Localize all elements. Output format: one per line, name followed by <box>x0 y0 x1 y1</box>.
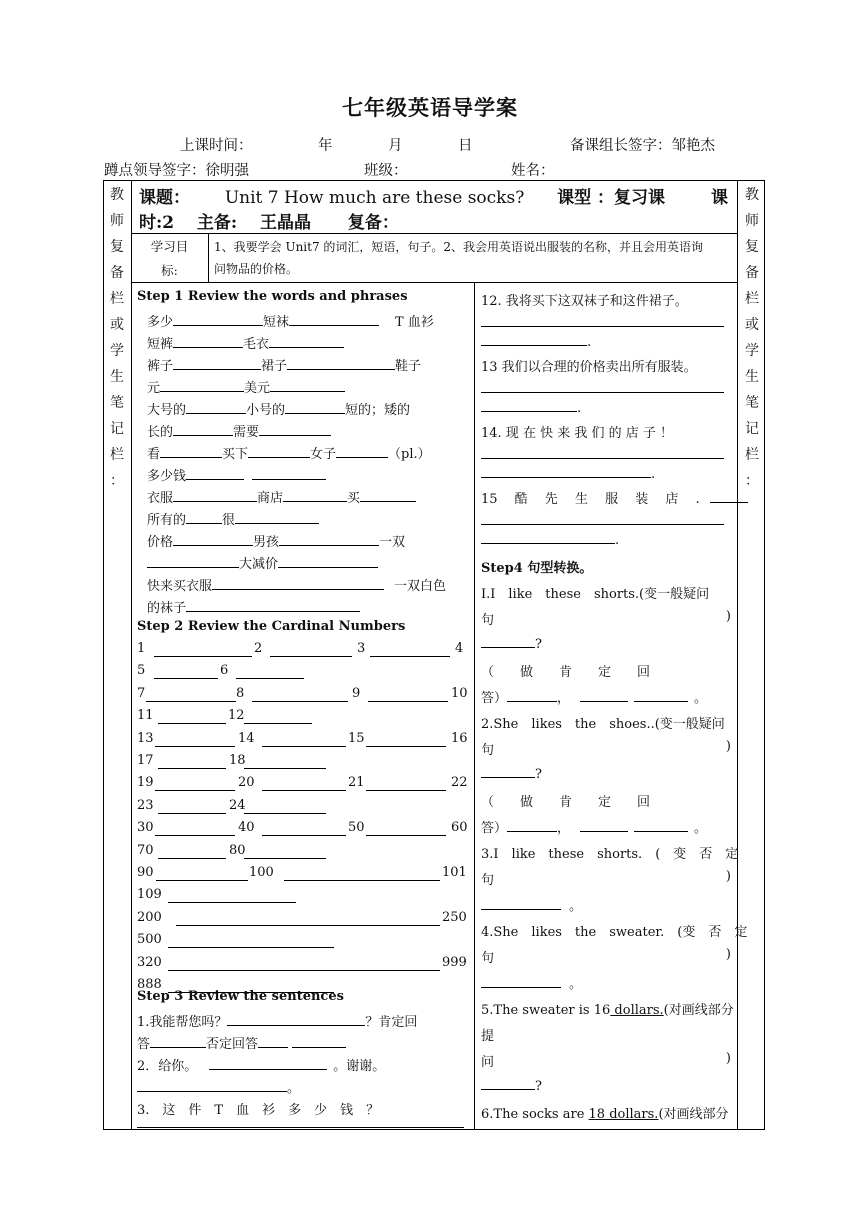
number-label: 4 <box>455 641 464 656</box>
answer-line <box>252 701 348 702</box>
left-side-label <box>103 182 131 494</box>
class-field-label: 班级： <box>364 163 408 179</box>
comma: ， <box>557 821 571 836</box>
objectives-line: 问物品的价格。 <box>214 262 299 276</box>
number-label: 11 <box>137 708 154 724</box>
answer-line <box>366 835 446 836</box>
divider <box>131 233 737 234</box>
side-label-char: 或 <box>110 317 124 333</box>
vocab-line: 裤子 裙子 鞋子 <box>147 359 422 374</box>
number-label: 7 <box>137 685 146 701</box>
question-2: 2.She likes the shoes..(变一般疑问 <box>481 717 725 732</box>
vocab-line: 多少 短袜 T 血衫 <box>147 315 434 330</box>
sentence-14: 14. 现 在 快 来 我 们 的 店 子 ！ <box>481 426 673 441</box>
period: 。 <box>694 691 708 706</box>
side-label-char: 栏 <box>745 447 759 463</box>
number-label: 1 <box>137 641 146 656</box>
topic-label: 课题： <box>139 188 190 208</box>
number-label: 70 <box>137 842 154 858</box>
answer-prompt: （ 做 肯 定 回 <box>481 795 651 810</box>
paren: ) <box>725 869 731 884</box>
divider <box>131 282 737 283</box>
page-title: 七年级英语导学案 <box>342 95 518 120</box>
vocab-line: 快来买衣服 一双白色 <box>147 579 447 594</box>
sentence-15: 15 酷 先 生 服 装 店 . <box>481 488 748 507</box>
hours-label-a: 课 <box>711 188 728 208</box>
number-label: 8 <box>236 685 245 701</box>
question-1: I.I like these shorts.(变一般疑问 <box>481 587 710 602</box>
question-3: 3.I like these shorts. ( 变 否 定 <box>481 847 739 862</box>
leader-signature: 蹲点领导签字：徐明强 <box>104 163 249 179</box>
answer-line <box>158 858 226 859</box>
side-label-char: 记 <box>110 421 124 437</box>
sentence-2-answer: 。 <box>137 1077 300 1096</box>
answer-line <box>158 768 226 769</box>
answer-line <box>262 835 346 836</box>
question-3-answer <box>481 895 731 914</box>
answer-line <box>370 656 450 657</box>
number-label: 12 <box>228 708 245 724</box>
lead-name: 王晶晶 <box>260 213 312 233</box>
vocab-line: 看 买下 女子 （pl.） <box>147 447 431 462</box>
sentence-1-answer: 答 否定回答 <box>137 1033 346 1052</box>
question-5-answer <box>481 1077 731 1094</box>
number-label: 109 <box>137 887 162 903</box>
side-label-char: ： <box>110 473 124 489</box>
answer-line <box>154 678 218 679</box>
number-label: 101 <box>442 865 467 880</box>
answer-line <box>270 656 352 657</box>
side-label-char: 笔 <box>745 395 759 411</box>
answer-line <box>146 701 236 702</box>
side-label-char: 学 <box>745 343 759 359</box>
question-5: 5.The sweater is 16 dollars.(对画线部分 <box>481 1003 734 1018</box>
side-label-char: 师 <box>110 213 124 229</box>
number-label: 23 <box>137 797 154 813</box>
side-label-char: 复 <box>745 239 759 255</box>
answer-blanks <box>481 817 731 836</box>
question-4-answer <box>481 973 731 992</box>
group-leader-signature: 备课组长签字：邹艳杰 <box>570 138 715 154</box>
number-label: 250 <box>442 909 467 925</box>
side-label-char: 学 <box>110 343 124 359</box>
answer-line <box>168 947 334 948</box>
question-4: 4.She likes the sweater. (变 否 定 <box>481 925 748 940</box>
answer-line <box>156 880 248 881</box>
number-label: 90 <box>137 865 154 880</box>
month-label: 月 <box>388 138 403 154</box>
answer-line <box>284 880 440 881</box>
number-label: 19 <box>137 775 154 791</box>
side-label-char: 备 <box>110 265 124 281</box>
topic: Unit 7 How much are these socks? <box>224 188 525 208</box>
objectives-text <box>214 236 734 280</box>
comma: ， <box>557 691 571 706</box>
answer-end: . <box>481 465 655 482</box>
side-label-char: 记 <box>745 421 759 437</box>
number-label: 2 <box>254 641 263 656</box>
number-label: 5 <box>137 663 146 679</box>
answer-line <box>366 746 446 747</box>
vocab-line: 所有的 很 <box>147 509 319 528</box>
paren: ) <box>725 947 731 962</box>
number-label: 9 <box>352 685 361 701</box>
answer-line <box>481 524 724 525</box>
number-label: 200 <box>137 909 162 925</box>
number-label: 13 <box>137 730 154 746</box>
number-label: 80 <box>229 842 246 858</box>
day-label: 日 <box>458 138 473 154</box>
side-label-char: 复 <box>110 239 124 255</box>
sentence-12: 12. 我将买下这双袜子和这件裙子。 <box>481 294 688 309</box>
number-label: 22 <box>451 775 468 791</box>
answer-line <box>368 701 448 702</box>
step1-heading: Step 1 Review the words and phrases <box>137 289 408 304</box>
answer-end: . <box>481 399 581 416</box>
sentence-1: 1.我能帮您吗？ ？肯定回 <box>137 1015 418 1030</box>
number-label: 21 <box>348 775 365 791</box>
class-time-label: 上课时间： <box>180 138 253 154</box>
answer-line <box>366 790 446 791</box>
number-label: 18 <box>229 753 246 768</box>
vocab-line: 价格 男孩 一双 <box>147 535 406 550</box>
answer-line <box>244 813 326 814</box>
side-label-char: 栏 <box>745 291 759 307</box>
divider <box>131 180 132 1130</box>
period: 。 <box>569 899 583 914</box>
objectives-line: 1、我要学会 Unit7 的词汇，短语，句子。2、我会用英语说出服装的名称，并且会用英语询 <box>214 240 704 254</box>
number-label: 6 <box>220 663 229 679</box>
qmark: ? <box>535 637 542 652</box>
vocab-line: 元 美元 <box>147 377 345 396</box>
side-label-char: 栏 <box>110 447 124 463</box>
question-5-cont: 问 ) <box>481 1051 731 1070</box>
answer-line <box>481 326 724 327</box>
number-label: 999 <box>442 954 467 970</box>
vocab-line: 衣服 商店 买 <box>147 487 416 506</box>
answer-line <box>176 925 440 926</box>
divider <box>474 282 475 1130</box>
answer-prompt: （ 做 肯 定 回 <box>481 665 651 680</box>
answer-line <box>168 902 296 903</box>
paren: ) <box>725 609 731 624</box>
lead-label: 主备: <box>196 213 238 233</box>
side-label-char: 或 <box>745 317 759 333</box>
number-label: 15 <box>348 730 365 746</box>
objectives-label <box>131 235 208 283</box>
number-label: 30 <box>137 820 154 836</box>
answer-line <box>244 723 312 724</box>
step3-heading: Step 3 Review the sentences <box>137 989 344 1004</box>
question-5-cont: 提 <box>481 1029 495 1044</box>
question-2-answer <box>481 765 731 782</box>
year-label: 年 <box>318 138 333 154</box>
answer-line <box>481 392 724 393</box>
answer-line <box>244 768 326 769</box>
question-6: 6.The socks are 18 dollars.(对画线部分 <box>481 1107 729 1122</box>
side-label-char: 笔 <box>110 395 124 411</box>
name-field-label: 姓名： <box>511 163 555 179</box>
number-label: 888 <box>137 977 162 992</box>
number-label: 24 <box>229 797 246 813</box>
period: 。 <box>694 821 708 836</box>
side-label-char: 栏 <box>110 291 124 307</box>
answer-label: 答） <box>481 691 508 706</box>
side-label-char: 教 <box>745 187 759 203</box>
answer-line <box>481 458 724 459</box>
answer-end: . <box>481 333 591 350</box>
qmark: ? <box>535 767 542 782</box>
question-2-cont: 句 ) <box>481 739 731 758</box>
answer-line <box>137 1127 464 1128</box>
answer-line <box>244 858 326 859</box>
answer-line <box>158 813 226 814</box>
question-3-cont: 句 ) <box>481 869 731 888</box>
answer-line <box>155 790 235 791</box>
answer-line <box>236 678 304 679</box>
number-label: 10 <box>451 685 468 701</box>
review-label: 复备： <box>347 213 399 233</box>
sentence-3: 3. 这 件 T 血 衫 多 少 钱 ？ <box>137 1103 380 1118</box>
step2-heading: Step 2 Review the Cardinal Numbers <box>137 619 406 634</box>
hours-label: 时:2 <box>139 213 175 233</box>
answer-line <box>155 746 235 747</box>
vocab-line: 大号的 小号的 短的；矮的 <box>147 403 411 418</box>
answer-blanks <box>481 687 731 706</box>
side-label-char: 生 <box>745 369 759 385</box>
lesson-header <box>139 183 665 208</box>
sentence-2: 2．给你。 。谢谢。 <box>137 1059 386 1074</box>
answer-line <box>168 970 440 971</box>
answer-line <box>154 656 252 657</box>
question-4-cont: 句 ) <box>481 947 731 966</box>
number-label: 17 <box>137 753 154 768</box>
step4-heading: Step4 句型转换。 <box>481 561 593 576</box>
number-label: 50 <box>348 820 365 836</box>
divider <box>208 233 209 282</box>
paren: ) <box>725 1051 731 1066</box>
right-side-label <box>738 182 766 494</box>
answer-line <box>155 835 235 836</box>
sentence-13: 13 我们以合理的价格卖出所有服装。 <box>481 360 697 375</box>
qmark: ? <box>535 1079 542 1094</box>
side-label-char: ： <box>745 473 759 489</box>
number-label: 500 <box>137 932 162 948</box>
side-label-char: 生 <box>110 369 124 385</box>
side-label-char: 师 <box>745 213 759 229</box>
objectives-label-line: 学习目 <box>150 239 189 254</box>
vocab-line: 短裤 毛衣 <box>147 333 344 352</box>
type-label: 课型 ：复习课 <box>557 188 666 208</box>
answer-label: 答） <box>481 821 508 836</box>
number-label: 320 <box>137 954 162 970</box>
side-label-char: 备 <box>745 265 759 281</box>
side-label-char: 教 <box>110 187 124 203</box>
answer-line <box>262 790 346 791</box>
answer-line <box>158 723 226 724</box>
vocab-line: 大减价 <box>147 553 378 572</box>
vocab-line: 的袜子 <box>147 597 360 616</box>
number-label: 100 <box>249 865 274 880</box>
number-label: 14 <box>238 730 255 746</box>
vocab-line: 多少钱 <box>147 465 326 484</box>
number-label: 60 <box>451 820 468 836</box>
period: 。 <box>569 977 583 992</box>
number-label: 16 <box>451 730 468 746</box>
number-label: 40 <box>238 820 255 836</box>
number-label: 20 <box>238 775 255 791</box>
question-1-answer <box>481 635 731 652</box>
vocab-line: 长的 需要 <box>147 421 331 440</box>
number-label: 3 <box>357 641 366 656</box>
question-1-cont: 句 ) <box>481 609 731 628</box>
paren: ) <box>725 739 731 754</box>
answer-line <box>262 746 346 747</box>
answer-end: . <box>481 531 619 548</box>
objectives-label-line: 标: <box>161 263 178 278</box>
lesson-header-row2 <box>139 208 399 233</box>
